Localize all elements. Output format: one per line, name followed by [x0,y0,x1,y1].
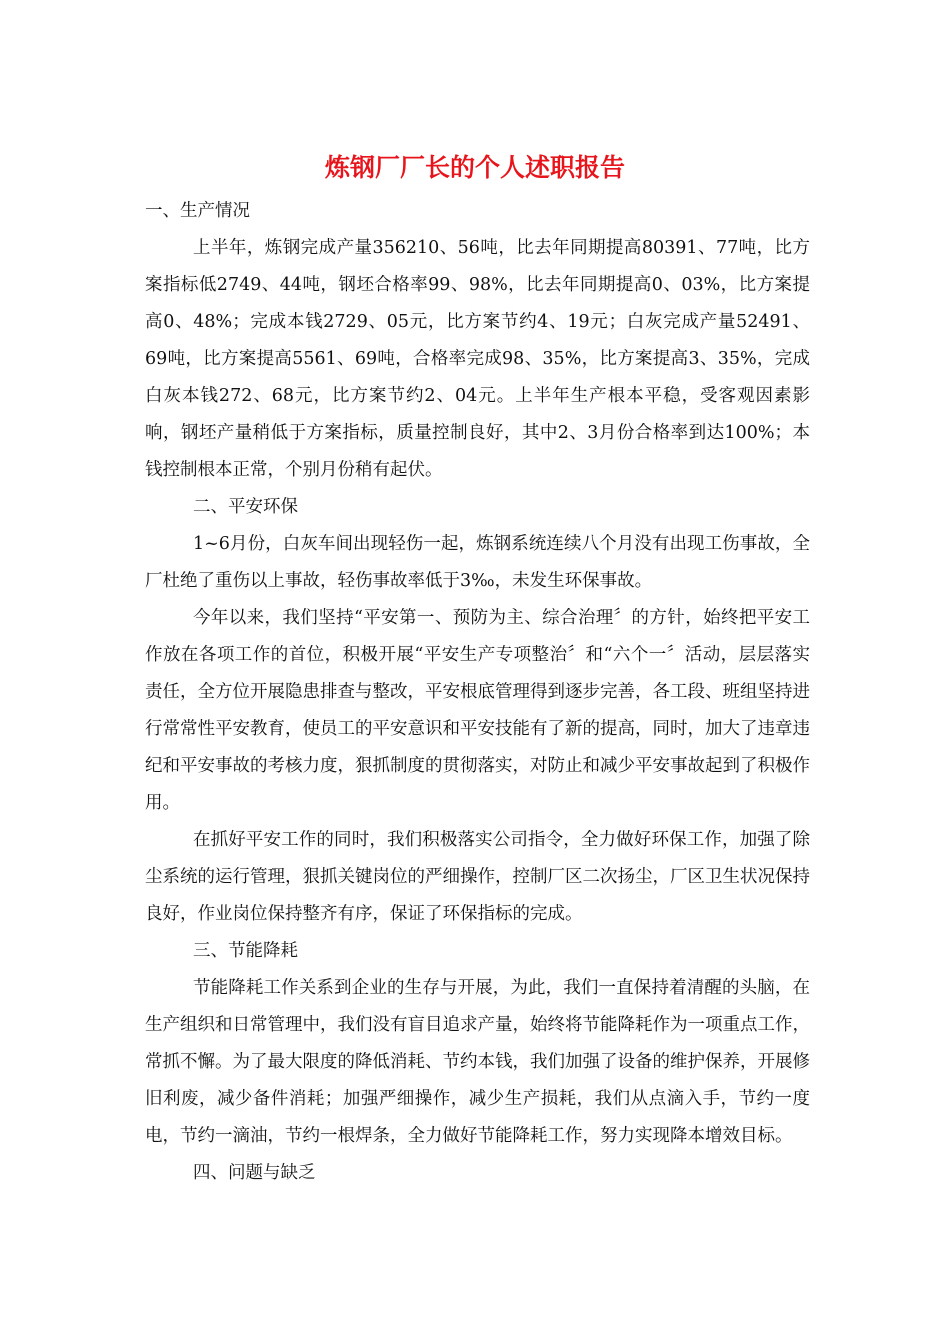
section-heading: 四、问题与缺乏 [193,1163,316,1183]
paragraph: 节能降耗工作关系到企业的生存与开展，为此，我们一直保持着清醒的头脑，在生产组织和日常管理中，我们没有盲目追求产量，始终将节能降耗作为一项重点工作，常抓不懈。为了最大限度的降低消耗、节约本钱，我们加强了设备的维护保养，开展修旧利废，减少备件消耗；加强严细操作，减少生产损耗，我们从点滴入手，节约一度电，节约一滴油，节约一根焊条，全力做好节能降耗工作，努力实现降本增效目标。 [145,978,810,1146]
paragraph: 1~6月份，白灰车间出现轻伤一起，炼钢系统连续八个月没有出现工伤事故，全厂杜绝了重伤以上事故，轻伤事故率低于3‰，未发生环保事故。 [145,534,810,591]
section-heading: 三、节能降耗 [193,941,298,961]
section-heading: 一、生产情况 [145,201,250,221]
paragraph: 在抓好平安工作的同时，我们积极落实公司指令，全力做好环保工作，加强了除尘系统的运行管理，狠抓关键岗位的严细操作，控制厂区二次扬尘，厂区卫生状况保持良好，作业岗位保持整齐有序，保证了环保指标的完成。 [145,830,810,924]
paragraph: 上半年，炼钢完成产量356210、56吨，比去年同期提高80391、77吨，比方案指标低2749、44吨，钢坯合格率99、98%，比去年同期提高0、03%，比方案提高0、48%；完成本钱2729、05元，比方案节约4、19元；白灰完成产量52491、69吨，比方案提高5561、69吨，合格率完成98、35%，比方案提高3、35%，完成白灰本钱272、68元，比方案节约2、04元。上半年生产根本平稳，受客观因素影响，钢坯产量稍低于方案指标，质量控制良好，其中2、3月份合格率到达100%；本钱控制根本正常，个别月份稍有起伏。 [145,238,810,480]
document-body [145,193,810,1192]
section-heading: 二、平安环保 [193,497,298,517]
document-title: 炼钢厂厂长的个人述职报告 [324,153,625,182]
paragraph: 今年以来，我们坚持“平安第一、预防为主、综合治理〞的方针，始终把平安工作放在各项工作的首位，积极开展“平安生产专项整治〞和“六个一〞活动，层层落实责任，全方位开展隐患排查与整改，平安根底管理得到逐步完善，各工段、班组坚持进行常常性平安教育，使员工的平安意识和平安技能有了新的提高，同时，加大了违章违纪和平安事故的考核力度，狠抓制度的贯彻落实，对防止和减少平安事故起到了积极作用。 [145,608,810,813]
